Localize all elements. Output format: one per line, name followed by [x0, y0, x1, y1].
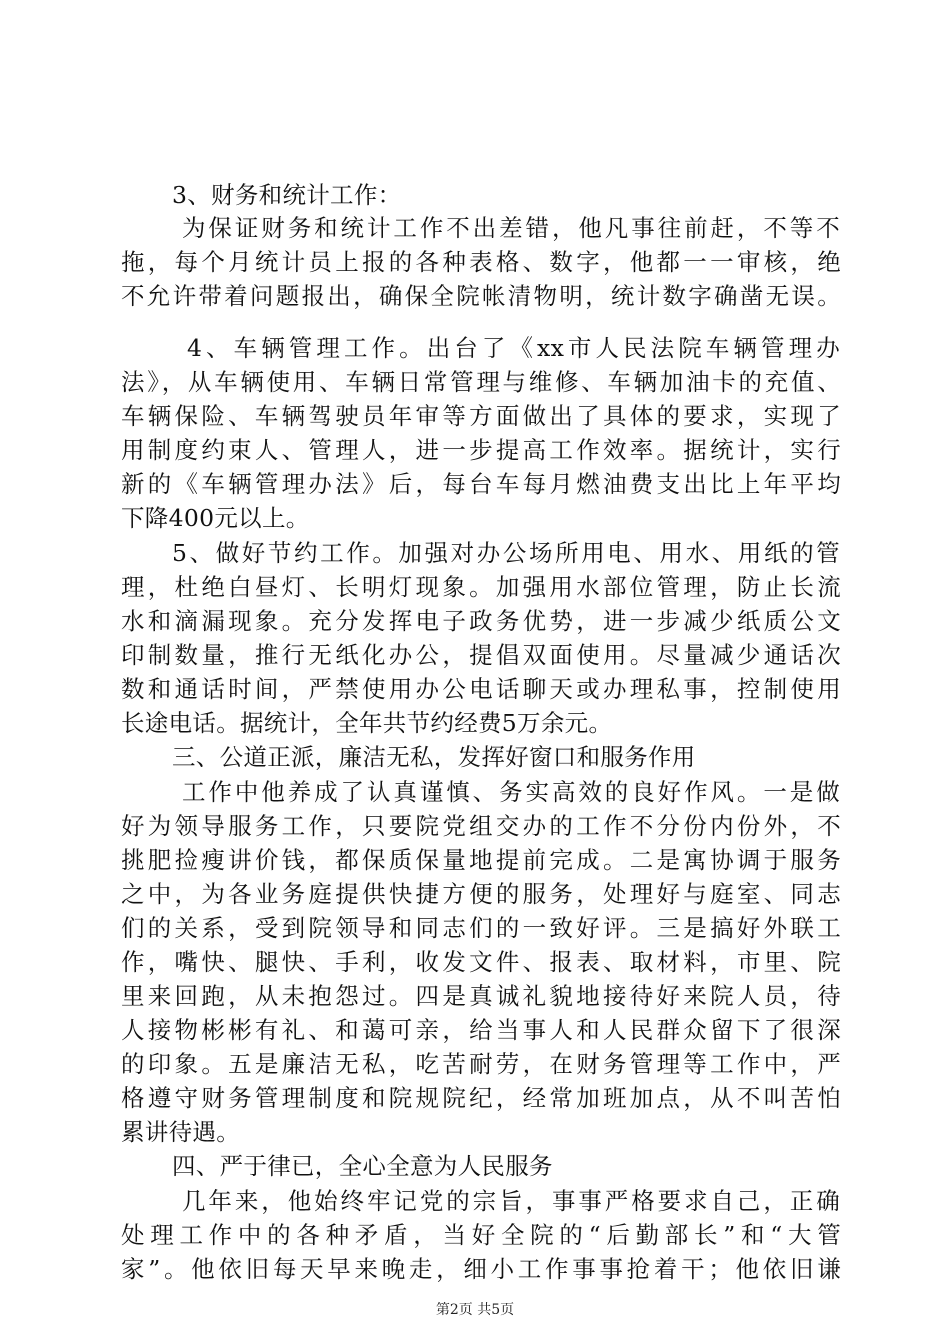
paragraph-line: 们的关系，受到院领导和同志们的一致好评。三是搞好外联工 [121, 914, 841, 942]
paragraph-line: 累讲待遇。 [121, 1118, 240, 1146]
paragraph-line: 理，杜绝白昼灯、长明灯现象。加强用水部位管理，防止长流 [121, 573, 841, 601]
paragraph-line: 下降400元以上。 [121, 504, 310, 532]
paragraph-line: 人接物彬彬有礼、和蔼可亲，给当事人和人民群众留下了很深 [121, 1016, 841, 1044]
paragraph-line: 车辆保险、车辆驾驶员年审等方面做出了具体的要求，实现了 [121, 402, 841, 430]
section-heading-integrity: 三、公道正派，廉洁无私，发挥好窗口和服务作用 [172, 743, 696, 771]
page-number-footer: 第2页 共5页 [435, 1302, 515, 1318]
paragraph-line: 工作中他养成了认真谨慎、务实高效的良好作风。一是做 [182, 778, 840, 806]
paragraph-line: 里来回跑，从未抱怨过。四是真诚礼貌地接待好来院人员，待 [121, 982, 841, 1010]
paragraph-line: 新的《车辆管理办法》后，每台车每月燃油费支出比上年平均 [121, 470, 841, 498]
paragraph-line: 水和滴漏现象。充分发挥电子政务优势，进一步减少纸质公文 [121, 607, 841, 635]
paragraph-line: 5、做好节约工作。加强对办公场所用电、用水、用纸的管 [172, 539, 840, 567]
paragraph-line: 为保证财务和统计工作不出差错，他凡事往前赶，不等不 [182, 214, 840, 242]
paragraph-line: 长途电话。据统计，全年共节约经费5万余元。 [121, 709, 613, 737]
paragraph-line: 家”。他依旧每天早来晚走，细小工作事事抢着干；他依旧谦 [121, 1255, 841, 1283]
paragraph-line: 的印象。五是廉洁无私，吃苦耐劳，在财务管理等工作中，严 [121, 1050, 841, 1078]
paragraph-line: 好为领导服务工作，只要院党组交办的工作不分份内份外，不 [121, 812, 841, 840]
paragraph-line: 不允许带着问题报出，确保全院帐清物明，统计数字确凿无误。 [121, 282, 841, 310]
paragraph-line: 数和通话时间，严禁使用办公电话聊天或办理私事，控制使用 [121, 675, 841, 703]
paragraph-line: 作，嘴快、腿快、手利，收发文件、报表、取材料，市里、院 [121, 948, 841, 976]
paragraph-line: 印制数量，推行无纸化办公，提倡双面使用。尽量减少通话次 [121, 641, 841, 669]
section-heading-finance: 3、财务和统计工作： [172, 181, 402, 209]
paragraph-line: 4、车辆管理工作。出台了《xx市人民法院车辆管理办 [187, 334, 840, 362]
paragraph-line: 挑肥捡瘦讲价钱，都保质保量地提前完成。二是寓协调于服务 [121, 846, 841, 874]
paragraph-line: 法》，从车辆使用、车辆日常管理与维修、车辆加油卡的充值、 [121, 368, 841, 396]
section-heading-discipline: 四、严于律已，全心全意为人民服务 [172, 1152, 553, 1180]
paragraph-line: 用制度约束人、管理人，进一步提高工作效率。据统计，实行 [121, 436, 841, 464]
paragraph-line: 之中，为各业务庭提供快捷方便的服务，处理好与庭室、同志 [121, 880, 841, 908]
paragraph-line: 格遵守财务管理制度和院规院纪，经常加班加点，从不叫苦怕 [121, 1084, 841, 1112]
paragraph-line: 拖，每个月统计员上报的各种表格、数字，他都一一审核，绝 [121, 248, 841, 276]
paragraph-line: 处理工作中的各种矛盾，当好全院的“后勤部长”和“大管 [121, 1221, 841, 1249]
paragraph-line: 几年来，他始终牢记党的宗旨，事事严格要求自己，正确 [182, 1187, 840, 1215]
